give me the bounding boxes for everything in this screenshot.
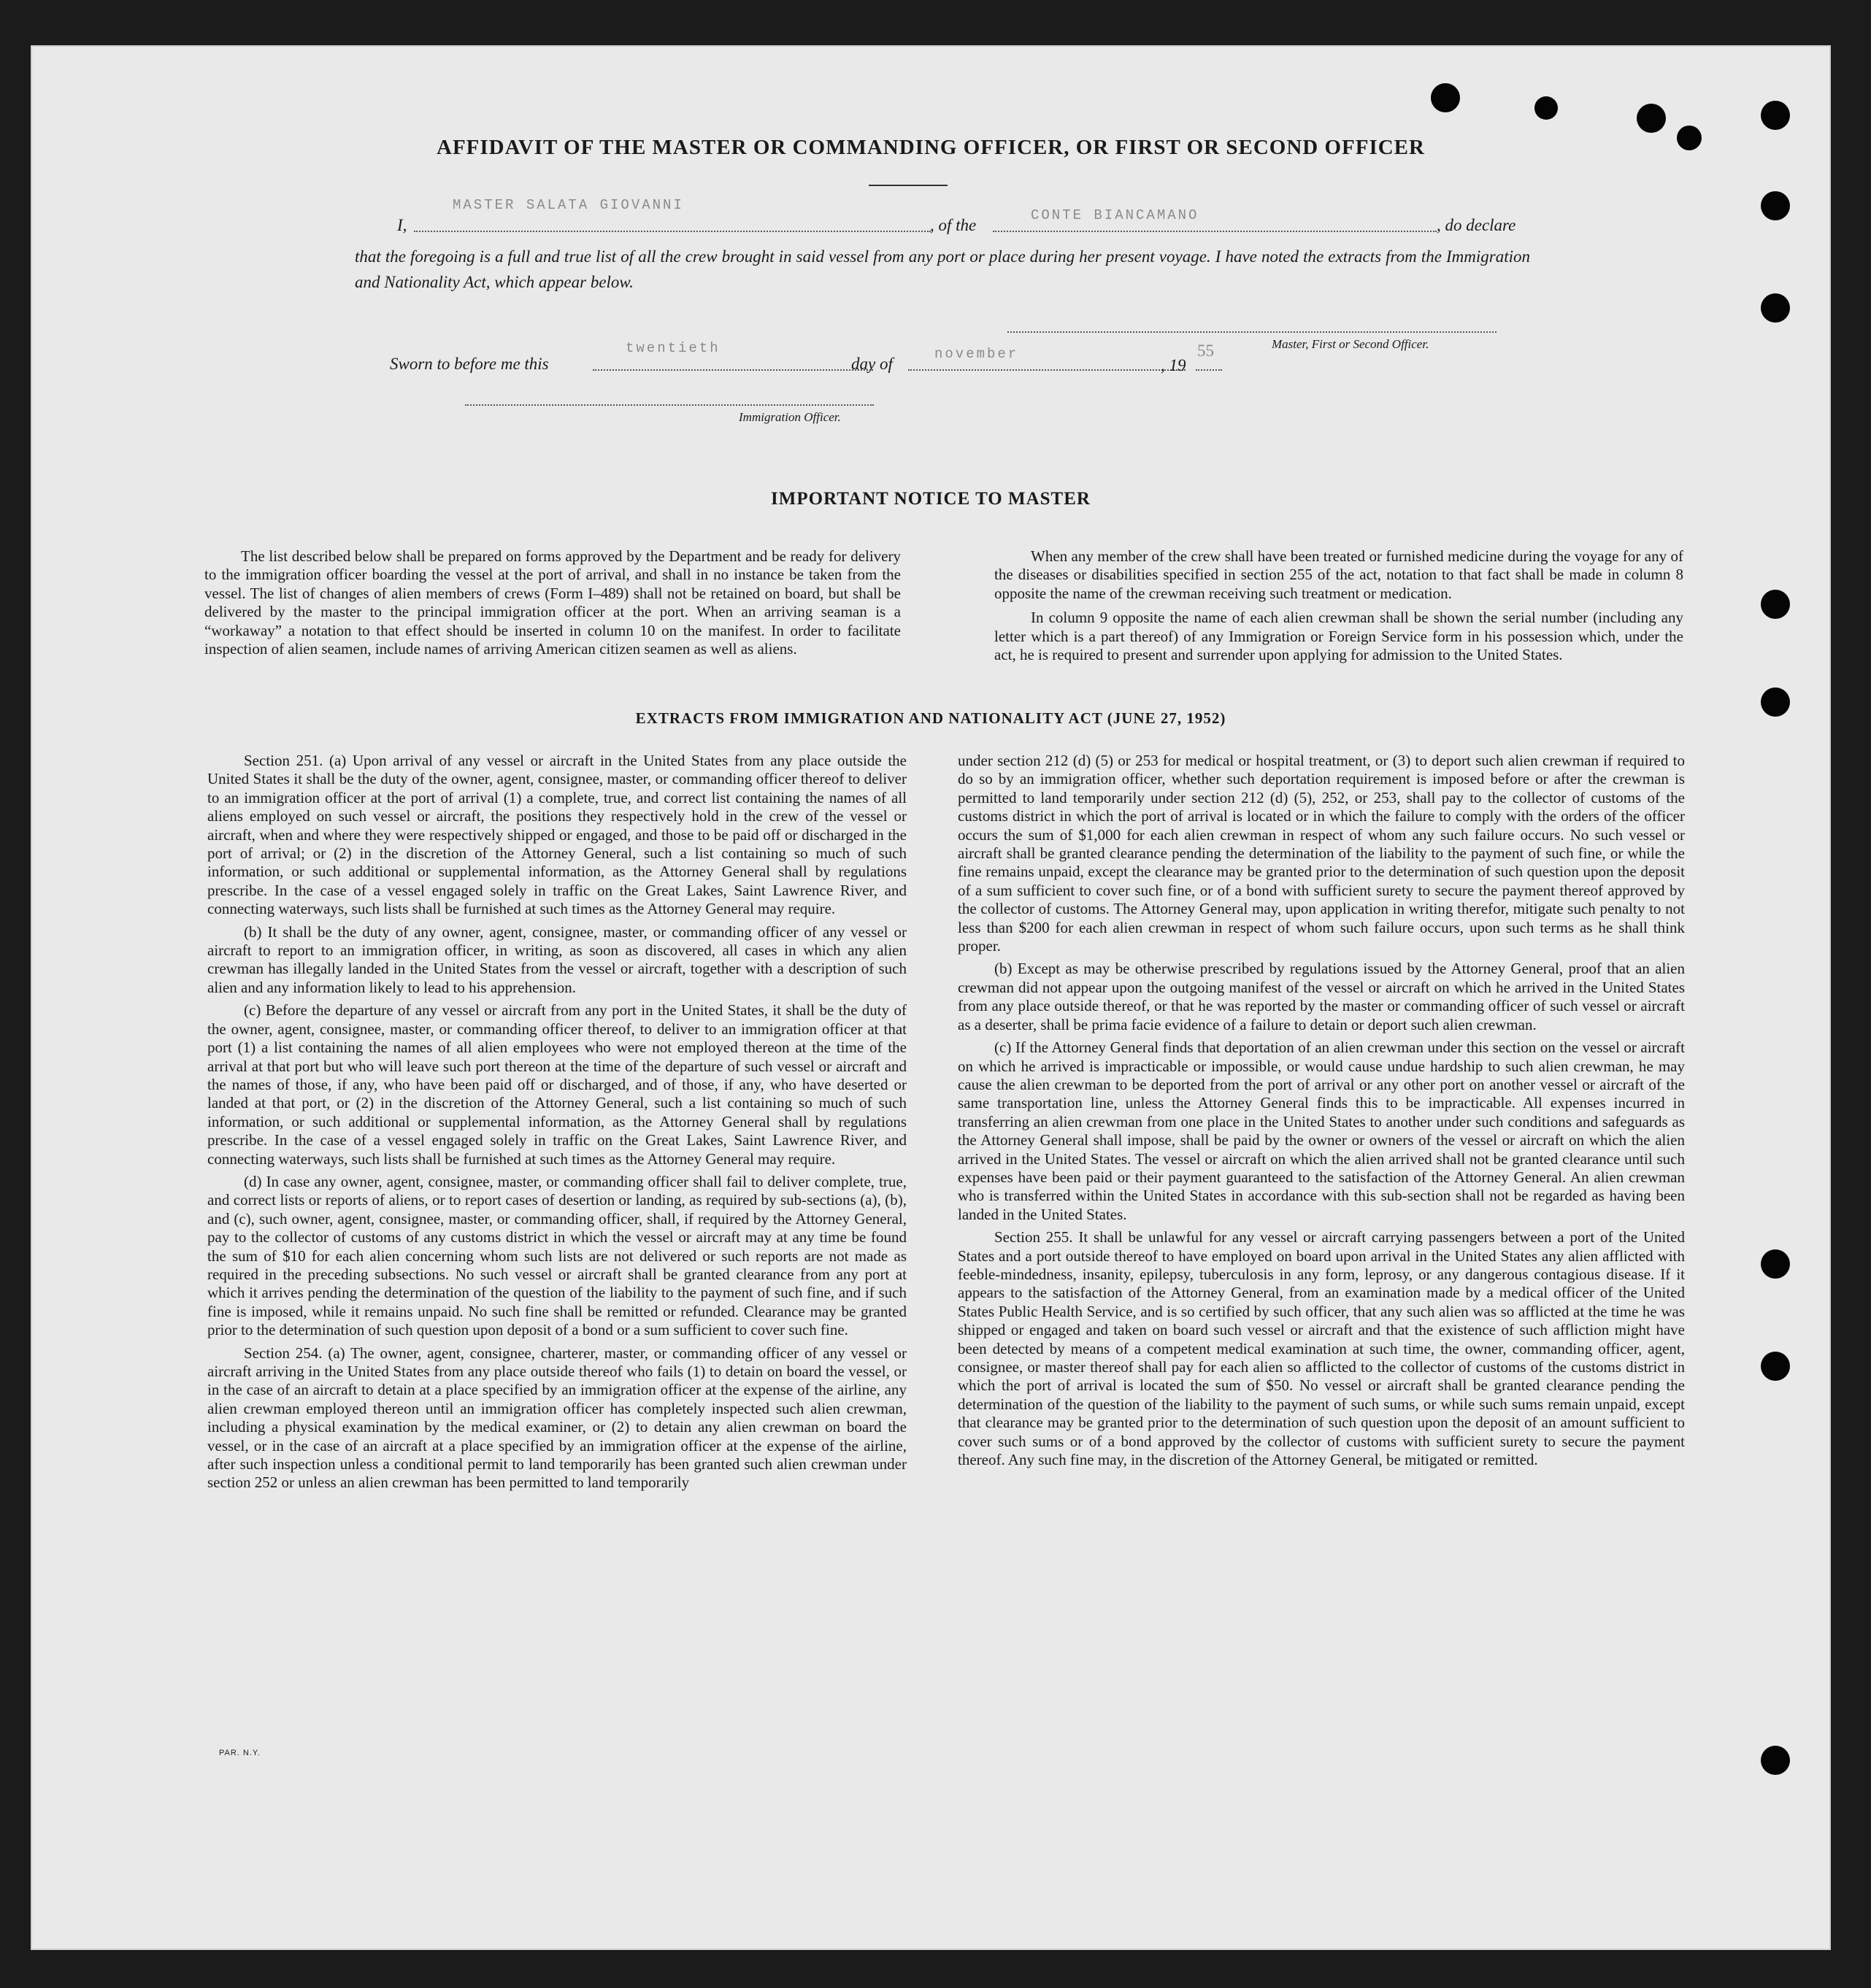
punch-hole <box>1761 1746 1790 1775</box>
master-name-field[interactable]: MASTER SALATA GIOVANNI <box>453 197 684 213</box>
declaration-text: that the foregoing is a full and true list of all the crew brought in said vessel from any port or place during her present voyage. I have noted the extracts from the Immigration and Nationality Act, which appear below. <box>355 247 1530 291</box>
year-prefix: , 19 <box>1161 356 1186 374</box>
of-the-label: , of the <box>930 216 977 234</box>
sworn-day-field[interactable]: twentieth <box>626 340 721 356</box>
master-signature-line <box>1007 331 1497 333</box>
extract-section-254b: (b) Except as may be otherwise prescribed by regulations issued by the Attorney General, proof that an alien crewman did not appear upon the outgoing manifest of the vessel or aircraft on which he arrived in the United States from any place outside thereof, or that he was reported by the master or commanding officer of such vessel or aircraft as a deserter, shall be prima facie evidence of a failure to detain or deport such alien crewman. <box>958 960 1685 1033</box>
punch-hole <box>1761 101 1790 130</box>
master-signature-label: Master, First or Second Officer. <box>1272 337 1429 351</box>
sworn-prefix: Sworn to before me this <box>390 355 549 373</box>
punch-hole <box>1431 83 1460 112</box>
punch-hole <box>1761 1352 1790 1381</box>
affidavit-title: AFFIDAVIT OF THE MASTER OR COMMANDING OFFICER, OR FIRST OR SECOND OFFICER <box>437 136 1425 159</box>
punch-hole <box>1761 590 1790 619</box>
extract-section-254c: (c) If the Attorney General finds that deportation of an alien crewman under this section on the vessel or aircraft on which he arrived is impracticable or impossible, or would cause undue hardship to such alien crewman, he may cause the alien crewman to be deported from the port of arrival or any other port on another vessel or aircraft of the same transportation line, unless the Attorney General finds this to be impracticable. All expenses incurred in transferring an alien crewman from one place in the United States to another under such conditions and safeguards as the Attorney General shall impose, shall be paid by the owner or owners of the vessel or aircraft on which the alien arrived in the United States. The vessel or aircraft on which the alien arrived shall not be granted clearance until such expenses have been paid or their payment guaranteed to the satisfaction of the Attorney General. An alien crewman who is transferred within the United States in accordance with this sub-section shall not be regarded as having been landed in the United States. <box>958 1039 1685 1223</box>
sworn-month-field[interactable]: november <box>934 346 1019 362</box>
punch-hole <box>1761 293 1790 323</box>
master-name-line <box>414 231 931 232</box>
extract-section-254a: Section 254. (a) The owner, agent, consignee, charterer, master, or commanding officer of any vessel or aircraft arriving in the United States from any place outside thereof who fails (1) to detain on board the vessel, or in the case of an aircraft to detain at a place specified by an immigration officer at the expense of the airline, any alien crewman employed thereon until an immigration officer has completely inspected such alien crewman, including a physical examination by the medical examiner, or (2) to detain any alien crewman on board the vessel, or in the case of an aircraft at a place specified by an immigration officer at the expense of the airline, after such inspection unless a conditional permit to land temporarily has been granted such alien crewman under section 252 or unless an alien crewman has been permitted to land temporarily <box>207 1344 907 1492</box>
printer-mark: PAR. N.Y. <box>219 1749 261 1757</box>
year-suffix-field[interactable]: 55 <box>1197 342 1214 360</box>
extracts-title: EXTRACTS FROM IMMIGRATION AND NATIONALITY ACT (JUNE 27, 1952) <box>635 709 1226 727</box>
vessel-name-line <box>993 231 1437 232</box>
title-divider <box>869 185 948 186</box>
notice-right-paragraph-1: When any member of the crew shall have been treated or furnished medicine during the voyage for any of the diseases or disabilities specified in section 255 of the act, notation to that fact shall be made in column 8 opposite the name of the crewman receiving such treatment or medication. <box>994 547 1683 602</box>
i-prefix: I, <box>397 216 407 234</box>
do-declare-label: , do declare <box>1437 216 1516 234</box>
punch-hole <box>1637 104 1666 133</box>
extract-section-251a: Section 251. (a) Upon arrival of any vessel or aircraft in the United States from any place outside the United States it shall be the duty of the owner, agent, consignee, master, or commanding officer thereof to deliver to an immigration officer at the port of arrival (1) a complete, true, and correct list containing the names of all aliens employed on such vessel or aircraft, the positions they respectively hold in the crew of the vessel or aircraft, when and where they were respectively shipped or engaged, and those to be paid off or discharged in the port of arrival; or (2) in the discretion of the Attorney General, such a list containing so much of such information, or such additional or supplemental information, as the Attorney General shall by regulations prescribe. In the case of a vessel engaged solely in traffic on the Great Lakes, Saint Lawrence River, and connecting waterways, such lists shall be furnished at such times as the Attorney General may require. <box>207 752 907 918</box>
vessel-name-field[interactable]: CONTE BIANCAMANO <box>1031 207 1199 223</box>
document-page <box>31 45 1831 1950</box>
extracts-right-column <box>958 752 1685 1469</box>
notice-title: IMPORTANT NOTICE TO MASTER <box>771 489 1091 509</box>
punch-hole <box>1534 96 1558 120</box>
extract-section-251b: (b) It shall be the duty of any owner, agent, consignee, master, or commanding officer of any vessel or aircraft to report to an immigration officer, in writing, as soon as discovered, all cases in which any alien crewman has illegally landed in the United States from the vessel or aircraft, together with a description of such alien and any information likely to lead to his apprehension. <box>207 922 907 996</box>
sworn-month-line <box>908 369 1186 371</box>
year-line <box>1196 369 1222 371</box>
officer-signature-label: Immigration Officer. <box>739 410 841 424</box>
notice-right-column <box>994 547 1683 664</box>
officer-signature-line <box>465 404 874 406</box>
extract-section-251d: (d) In case any owner, agent, consignee, master, or commanding officer shall fail to deliver complete, true, and correct lists or reports of aliens, or to report cases of desertion or landing, as required by sub-sections (a), (b), and (c), such owner, agent, consignee, master, or commanding officer, shall, if required by the Attorney General, pay to the collector of customs of any customs district in which the vessel or aircraft may at any time be found the sum of $10 for each alien concerning whom such lists are not delivered or such reports are not made as required in the preceding subsections. No such vessel or aircraft shall be granted clearance from any port at which it arrives pending the determination of the question of the liability to the payment of such fine, and if such fine is imposed, while it remains unpaid. No such fine shall be remitted or refunded. Clearance may be granted prior to the determination of such question upon deposit of a bond or a sum sufficient to cover such fine. <box>207 1172 907 1339</box>
extract-section-254a-continued: under section 212 (d) (5) or 253 for medical or hospital treatment, or (3) to deport such alien crewman if required to do so by an immigration officer, whether such deportation requirement is imposed before or after the crewman is permitted to land temporarily under section 212 (d) (5), 252, or 253, shall pay to the collector of customs of the customs district in which the port of arrival is located or in which the failure to comply with the orders of the officer occurs the sum of $1,000 for each alien crewman in respect of whom any such failure occurs. No such vessel or aircraft shall be granted clearance pending the determination of the liability to the payment of such fine, or while the fine remains unpaid, except the clearance may be granted prior to the determination of such question upon the deposit of a sum sufficient to cover such fine, or of a bond with sufficient surety to secure the payment thereof approved by the collector of customs. The Attorney General may, upon application in writing therefor, mitigate such penalty to not less than $200 for each alien crewman in respect of whom such failure occurs, upon such terms as he shall think proper. <box>958 752 1685 955</box>
punch-hole <box>1761 1249 1790 1279</box>
notice-right-paragraph-2: In column 9 opposite the name of each alien crewman shall be shown the serial number (including any letter which is a part thereof) of any Immigration or Foreign Service form in his possession which, under the act, he is required to present and surrender upon applying for admission to the United States. <box>994 609 1683 664</box>
day-of-label: day of <box>851 355 893 373</box>
notice-left-column <box>204 547 901 658</box>
notice-left-paragraph: The list described below shall be prepared on forms approved by the Department and be ready for delivery to the immigration officer boarding the vessel at the port of arrival, and shall in no instance be taken from the vessel. The list of changes of alien members of crews (Form I–489) shall not be retained on board, but shall be delivered by the master to the principal immigration officer at the port. When an arriving seaman is a “workaway” a notation to that effect should be inserted in column 10 on the manifest. In order to facilitate inspection of alien seamen, include names of arriving American citizen seamen as well as aliens. <box>204 547 901 658</box>
punch-hole <box>1761 191 1790 220</box>
sworn-day-line <box>593 369 873 371</box>
extracts-left-column <box>207 752 907 1492</box>
extract-section-251c: (c) Before the departure of any vessel or aircraft from any port in the United States, it shall be the duty of the owner, agent, consignee, master, or commanding officer thereof, to deliver to an immigration officer at that port (1) a list containing the names of all alien employees who were not employed thereon at the time of the arrival at that port but who will leave such port thereon at the time of the departure of such vessel or aircraft and the names of those, if any, who have been paid off or discharged, and of those, if any, who have deserted or landed at that port, or (2) in the discretion of the Attorney General, such a list containing so much of such information, or such additional or supplemental information, as the Attorney General shall by regulations prescribe. In the case of a vessel engaged solely in traffic on the Great Lakes, Saint Lawrence River, and connecting waterways, such lists shall be furnished at such times as the Attorney General may require. <box>207 1001 907 1168</box>
extract-section-255: Section 255. It shall be unlawful for any vessel or aircraft carrying passengers between a port of the United States and a port outside thereof to have employed on board upon arrival in the United States any alien afflicted with feeble-mindedness, insanity, epilepsy, tuberculosis in any form, leprosy, or any dangerous contagious disease. If it appears to the satisfaction of the Attorney General, from an examination made by a medical officer of the United States Public Health Service, and is so certified by such officer, that any such alien was so afflicted at the time he was shipped or engaged and taken on board such vessel or aircraft and that the existence of such affliction might have been detected by means of a competent medical examination at such time, the owner, commanding officer, agent, consignee, or master thereof shall pay for each alien so afflicted to the collector of customs of the customs district in which the port of arrival is located the sum of $50. No vessel or aircraft shall be granted clearance pending the determination of the question of the liability to the payment of such sums, or while such sums remain unpaid, except that clearance may be granted prior to the determination of such question upon the deposit of an amount sufficient to cover such sums or of a bond approved by the collector of customs with sufficient surety to secure the payment thereof. Any such fine may, in the discretion of the Attorney General, be mitigated or remitted. <box>958 1228 1685 1469</box>
